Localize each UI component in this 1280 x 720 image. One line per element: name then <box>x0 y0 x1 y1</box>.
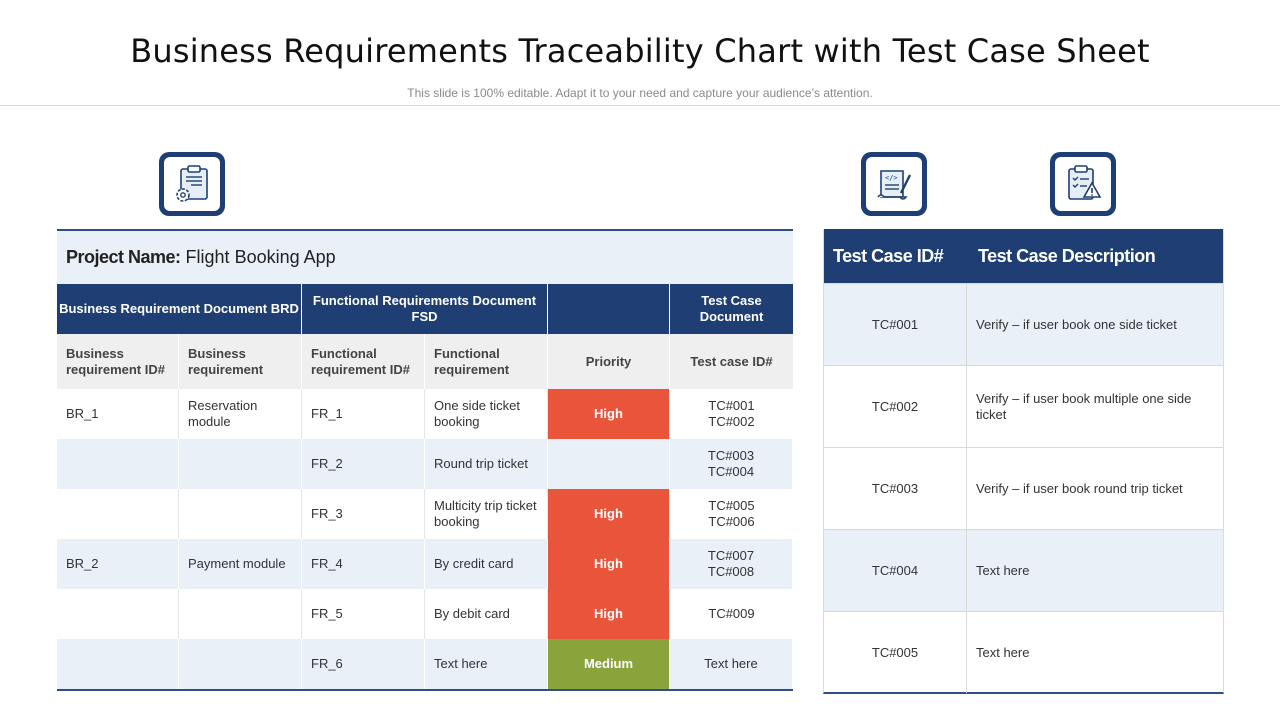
br-cell <box>179 489 302 539</box>
col-br: Business requirement <box>179 334 302 389</box>
table-row <box>57 389 793 439</box>
col-priority: Priority <box>548 334 670 389</box>
checklist-warning-icon <box>1050 152 1116 216</box>
tcd-header: Test Case Document <box>699 293 764 324</box>
fsd-header: Functional Requirements Document FSD <box>302 284 548 334</box>
br-cell: Reservation module <box>179 389 302 439</box>
table-row <box>824 365 1223 447</box>
brd-header: Business Requirement Document BRD <box>57 284 302 334</box>
fr-id-cell: FR_2 <box>302 439 425 489</box>
col-fr: Functional requirement <box>425 334 548 389</box>
tc-id-cell <box>670 489 793 539</box>
tc-id: TC#005 <box>708 498 755 513</box>
table-row <box>57 539 793 589</box>
br-cell <box>179 439 302 489</box>
tc-id-cell <box>670 439 793 489</box>
fr-cell: Round trip ticket <box>425 439 548 489</box>
test-case-id: TC#003 <box>824 448 967 529</box>
br-id-cell: BR_2 <box>57 539 179 589</box>
tc-id-cell <box>670 539 793 589</box>
fr-id-cell: FR_3 <box>302 489 425 539</box>
priority-badge: High <box>548 589 670 639</box>
br-cell <box>179 589 302 639</box>
tc-id: TC#006 <box>708 514 755 529</box>
fr-cell: Text here <box>425 639 548 689</box>
group-header-row <box>57 284 793 334</box>
table-row <box>57 439 793 489</box>
br-id-cell <box>57 639 179 689</box>
fr-id-cell: FR_1 <box>302 389 425 439</box>
table-row <box>57 639 793 689</box>
col-test-case-description: Test Case Description <box>978 245 1156 266</box>
priority-cell <box>548 439 670 489</box>
br-id-cell <box>57 589 179 639</box>
test-case-id: TC#005 <box>824 612 967 693</box>
header-divider <box>0 105 1280 106</box>
col-test-case-id: Test Case ID# <box>833 246 944 266</box>
table-row <box>824 529 1223 611</box>
test-case-id: TC#001 <box>824 284 967 365</box>
project-name-row <box>57 231 793 284</box>
test-case-table <box>823 229 1224 694</box>
tc-id: Text here <box>704 656 758 671</box>
test-case-description: Verify – if user book round trip ticket <box>976 480 1183 496</box>
fr-cell: One side ticket booking <box>425 389 548 439</box>
table-row <box>824 611 1223 693</box>
test-case-id: TC#002 <box>824 366 967 447</box>
br-id-cell <box>57 439 179 489</box>
tc-id: TC#002 <box>708 414 755 429</box>
fr-cell: By credit card <box>425 539 548 589</box>
table-row <box>824 283 1223 365</box>
project-name-value: Flight Booking App <box>185 247 336 267</box>
tc-id: TC#009 <box>708 606 755 621</box>
tc-id: TC#004 <box>707 464 755 479</box>
table-row <box>57 489 793 539</box>
col-fr-id: Functional requirement ID# <box>302 334 425 389</box>
test-case-header-row <box>824 229 1223 283</box>
fr-id-cell: FR_5 <box>302 589 425 639</box>
br-id-cell <box>57 489 179 539</box>
tc-id: TC#003 <box>707 448 755 463</box>
blank-header <box>548 284 670 334</box>
fr-cell: By debit card <box>425 589 548 639</box>
br-cell: Payment module <box>179 539 302 589</box>
test-case-description: Verify – if user book one side ticket <box>976 316 1177 332</box>
page-title: Business Requirements Traceability Chart with Test Case Sheet <box>130 32 1150 70</box>
table-row <box>57 589 793 639</box>
col-tc-id: Test case ID# <box>690 353 773 369</box>
test-case-description: Verify – if user book multiple one side ticket <box>976 390 1192 422</box>
svg-text:</>: </> <box>885 174 898 182</box>
priority-badge: High <box>548 539 670 589</box>
fr-cell: Multicity trip ticket booking <box>425 489 548 539</box>
requirement-settings-icon <box>159 152 225 216</box>
table-row <box>824 447 1223 529</box>
tc-id: TC#001 <box>708 398 755 413</box>
priority-badge: High <box>548 489 670 539</box>
tc-id-cell <box>670 589 793 639</box>
col-br-id: Business requirement ID# <box>57 334 179 389</box>
fr-id-cell: FR_4 <box>302 539 425 589</box>
project-name-label: Project Name: <box>66 247 181 267</box>
priority-badge: High <box>548 389 670 439</box>
test-case-description: Text here <box>976 644 1030 660</box>
br-cell <box>179 639 302 689</box>
br-id-cell: BR_1 <box>57 389 179 439</box>
column-header-row <box>57 334 793 389</box>
test-case-description: Text here <box>976 562 1030 578</box>
page-subtitle: This slide is 100% editable. Adapt it to your need and capture your audience’s attention. <box>407 86 873 100</box>
tc-id: TC#007 <box>707 548 755 563</box>
tc-id-cell <box>670 639 793 689</box>
tc-id-cell <box>670 389 793 439</box>
code-document-icon <box>861 152 927 216</box>
fr-id-cell: FR_6 <box>302 639 425 689</box>
test-case-id: TC#004 <box>824 530 967 611</box>
priority-badge: Medium <box>548 639 670 689</box>
traceability-table <box>57 229 793 691</box>
tc-id: TC#008 <box>707 564 755 579</box>
